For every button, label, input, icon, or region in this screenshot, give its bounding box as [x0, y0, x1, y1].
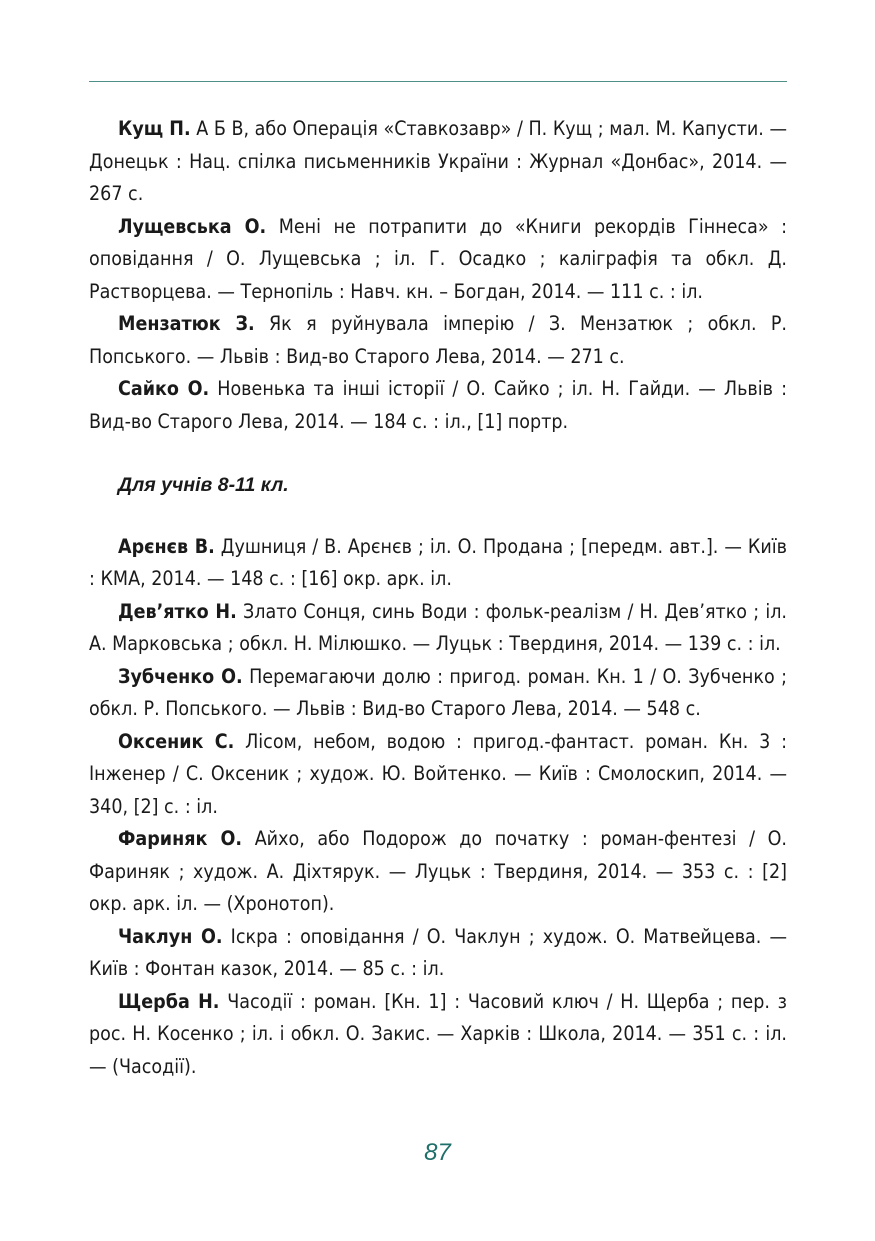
bib-entry: [89, 308, 787, 373]
entry-author: Дев’ятко Н.: [118, 599, 237, 623]
entry-author: Лущевська О.: [118, 214, 267, 238]
entry-text: Як я руйнувала імперію / З. Мензатюк ; обкл. Р. Попського. — Львів : Вид-во Старого Лева, 2014. — 271 с.: [89, 312, 787, 368]
entry-text: А Б В, або Операція «Ставкозавр» / П. Кущ ; мал. М. Капусти. — Донецьк : Нац. спілка письменників України : Журнал «Донбас», 2014. — 267 с.: [89, 117, 787, 205]
section-heading: Для учнів 8-11 кл.: [118, 474, 289, 496]
entry-author: Сайко О.: [118, 377, 210, 400]
entry-text: Айхо, або Подорож до початку : роман-фентезі / О. Фариняк ; худож. А. Діхтярук. — Луцьк : Твердиня, 2014. — 353 с. : [2] окр. арк. іл. — (Хронотоп).: [89, 827, 787, 915]
bib-entry: [89, 211, 787, 309]
entry-author: Арєнєв В.: [118, 534, 215, 558]
entry-text: Лісом, небом, водою : пригод.-фантаст. роман. Кн. 3 : Інженер / С. Оксеник ; худож. Ю. Войтенко. — Київ : Смолоскип, 2014. — 340, [2] с. : іл.: [89, 729, 787, 818]
entry-author: Мензатюк З.: [118, 312, 255, 335]
bib-entry: [89, 986, 787, 1084]
bib-entry: [89, 531, 787, 596]
bib-entry: [89, 726, 787, 824]
header-rule: [89, 81, 787, 82]
entry-author: Оксеник С.: [118, 729, 235, 753]
entry-author: Щерба Н.: [118, 989, 220, 1013]
page-number: 87: [424, 1139, 451, 1166]
entry-author: Кущ П.: [118, 117, 191, 140]
entry-text: Часодії : роман. [Кн. 1] : Часовий ключ / Н. Щерба ; пер. з рос. Н. Косенко ; іл. і обкл. О. Закис. — Харків : Школа, 2014. — 351 с. : іл. — (Часодії).: [89, 989, 787, 1078]
bib-entry: [89, 373, 787, 438]
entry-text: Злато Сонця, синь Води : фольк-реалізм / Н. Дев’ятко ; іл. А. Марковська ; обкл. Н. Мілюшко. — Луцьк : Твердиня, 2014. — 139 с. : іл.: [89, 599, 787, 655]
entry-text: Іскра : оповідання / О. Чаклун ; худож. О. Матвейцева. — Київ : Фонтан казок, 2014. — 85 с. : іл.: [89, 924, 787, 980]
entry-author: Чаклун О.: [118, 924, 223, 948]
entry-text: Перемагаючи долю : пригод. роман. Кн. 1 / О. Зубченко ; обкл. Р. Попського. — Львів : Вид-во Старого Лева, 2014. — 548 с.: [89, 664, 787, 720]
bib-entry: [89, 113, 787, 211]
bib-entry: [89, 596, 787, 661]
entry-text: Мені не потрапити до «Книги рекордів Гіннеса» : оповідання / О. Лущевська ; іл. Г. Осадко ; каліграфія та обкл. Д. Растворцева. — Тернопіль : Навч. кн. – Богдан, 2014. — 111 с. : іл.: [89, 214, 788, 303]
bib-entry: [89, 661, 787, 726]
entry-author: Фариняк О.: [118, 827, 243, 850]
entry-author: Зубченко О.: [118, 664, 243, 688]
bibliography-body: [89, 113, 787, 1083]
entry-text: Новенька та інші історії / О. Сайко ; іл. Н. Гайди. — Львів : Вид-во Старого Лева, 2014. — 184 с. : іл., [1] портр.: [89, 377, 787, 433]
entry-text: Душниця / В. Арєнєв ; іл. О. Продана ; [передм. авт.]. — Київ : КМА, 2014. — 148 с. : [16] окр. арк. іл.: [89, 534, 787, 590]
bib-entry: [89, 921, 787, 986]
bib-entry: [89, 823, 787, 921]
